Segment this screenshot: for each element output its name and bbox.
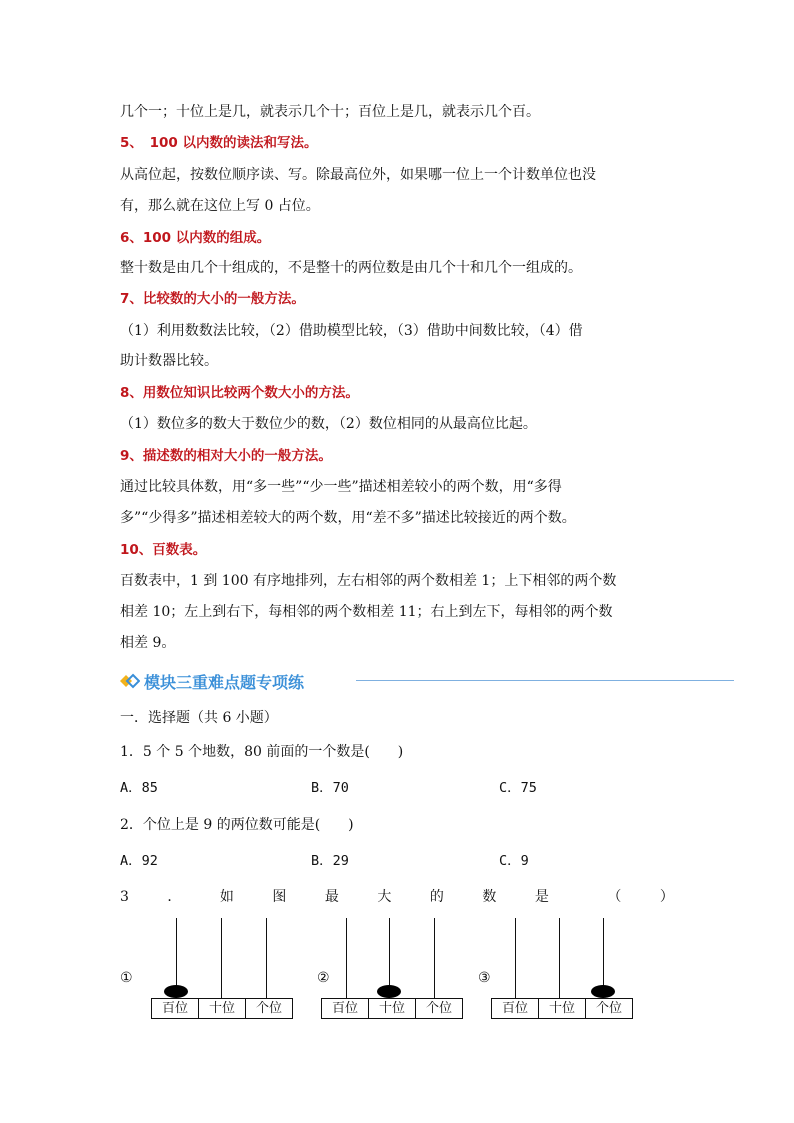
heading-6: 6、100 以内数的组成。 — [120, 230, 271, 246]
abacus-bead — [164, 985, 188, 998]
question-3-char: 最 — [324, 889, 339, 905]
paragraph-5-line-1: 从高位起，按数位顺序读、写。除最高位外，如果哪一位上一个计数单位也没 — [120, 167, 596, 183]
heading-8: 8、用数位知识比较两个数大小的方法。 — [120, 385, 359, 401]
abacus-3-label: ③ — [478, 970, 491, 986]
paragraph-10-line-1: 百数表中，1 到 100 有序地排列，左右相邻的两个数相差 1；上下相邻的两个数 — [120, 573, 617, 589]
abacus-rod-hundreds — [346, 918, 347, 998]
paragraph-10-line-3: 相差 9。 — [120, 635, 176, 651]
paragraph-7-line-1: （1）利用数数法比较，（2）借助模型比较，（3）借助中间数比较，（4）借 — [120, 323, 583, 339]
module-header — [120, 668, 620, 694]
module-title: 模块三重难点题专项练 — [144, 673, 305, 692]
paragraph-4-continuation: 几个一；十位上是几，就表示几个十；百位上是几，就表示几个百。 — [120, 104, 540, 120]
question-3-stem — [120, 887, 674, 907]
abacus-2[interactable] — [290, 918, 452, 1020]
abacus-1-label: ① — [120, 970, 133, 986]
heading-10: 10、百数表。 — [120, 542, 207, 558]
question-1-option-c[interactable]: C．75 — [499, 780, 537, 796]
question-3-char: 3 — [120, 889, 129, 905]
paragraph-9-line-1: 通过比较具体数，用“多一些”“少一些”描述相差较小的两个数，用“多得 — [120, 479, 562, 495]
question-2-option-b[interactable]: B．29 — [311, 853, 349, 869]
heading-5: 5、 100 以内数的读法和写法。 — [120, 135, 318, 151]
abacus-rod-tens — [221, 918, 222, 998]
place-ones: 个位 — [255, 1001, 282, 1016]
question-3-char: ． — [167, 889, 182, 905]
abacus-place-labels — [151, 998, 293, 1019]
abacus-1[interactable] — [120, 918, 282, 1020]
place-ones: 个位 — [595, 1001, 622, 1016]
abacus-rod-hundreds — [515, 918, 516, 998]
paragraph-7-line-2: 助计数器比较。 — [120, 353, 218, 369]
place-hundreds: 百位 — [322, 999, 369, 1018]
abacus-place-labels — [491, 998, 633, 1019]
paragraph-6: 整十数是由几个十组成的，不是整十的两位数是由几个十和几个一组成的。 — [120, 260, 582, 276]
question-2-option-a[interactable]: A．92 — [120, 853, 158, 869]
question-3-char: 的 — [429, 889, 444, 905]
section-title: 一．选择题（共 6 小题） — [120, 710, 278, 726]
place-tens: 十位 — [539, 999, 586, 1018]
paragraph-9-line-2: 多”“少得多”描述相差较大的两个数，用“差不多”描述比较接近的两个数。 — [120, 510, 576, 526]
place-hundreds: 百位 — [152, 999, 199, 1018]
abacus-rod-ones — [434, 918, 435, 998]
question-3-open-paren: （ — [607, 889, 622, 905]
paragraph-5-line-2: 有，那么就在这位上写 0 占位。 — [120, 198, 320, 214]
question-3-char: 是 — [534, 889, 549, 905]
abacus-2-label: ② — [317, 970, 330, 986]
place-ones: 个位 — [425, 1001, 452, 1016]
heading-7: 7、比较数的大小的一般方法。 — [120, 291, 305, 307]
question-1-option-b[interactable]: B．70 — [311, 780, 349, 796]
paragraph-8: （1）数位多的数大于数位少的数，（2）数位相同的从最高位比起。 — [120, 416, 537, 432]
abacus-rod-tens — [559, 918, 560, 998]
abacus-bead — [591, 985, 615, 998]
question-3-close-paren: ） — [659, 889, 674, 905]
question-3-char: 图 — [272, 889, 287, 905]
place-tens: 十位 — [369, 999, 416, 1018]
question-2-option-c[interactable]: C．9 — [499, 853, 529, 869]
heading-9: 9、描述数的相对大小的一般方法。 — [120, 448, 332, 464]
module-divider — [356, 680, 734, 681]
abacus-place-labels — [321, 998, 463, 1019]
question-3-char: 如 — [219, 889, 234, 905]
question-3-char: 大 — [377, 889, 392, 905]
abacus-3[interactable] — [460, 918, 622, 1020]
question-2-stem: 2．个位上是 9 的两位数可能是( ) — [120, 817, 354, 833]
abacus-rod-ones — [266, 918, 267, 998]
question-1-option-a[interactable]: A．85 — [120, 780, 158, 796]
place-tens: 十位 — [199, 999, 246, 1018]
question-1-stem: 1．5 个 5 个地数，80 前面的一个数是( ) — [120, 744, 404, 760]
paragraph-10-line-2: 相差 10；左上到右下，每相邻的两个数相差 11；右上到左下，每相邻的两个数 — [120, 604, 613, 620]
question-3-char: 数 — [482, 889, 497, 905]
abacus-bead — [377, 985, 401, 998]
double-diamond-icon — [120, 673, 140, 689]
place-hundreds: 百位 — [492, 999, 539, 1018]
